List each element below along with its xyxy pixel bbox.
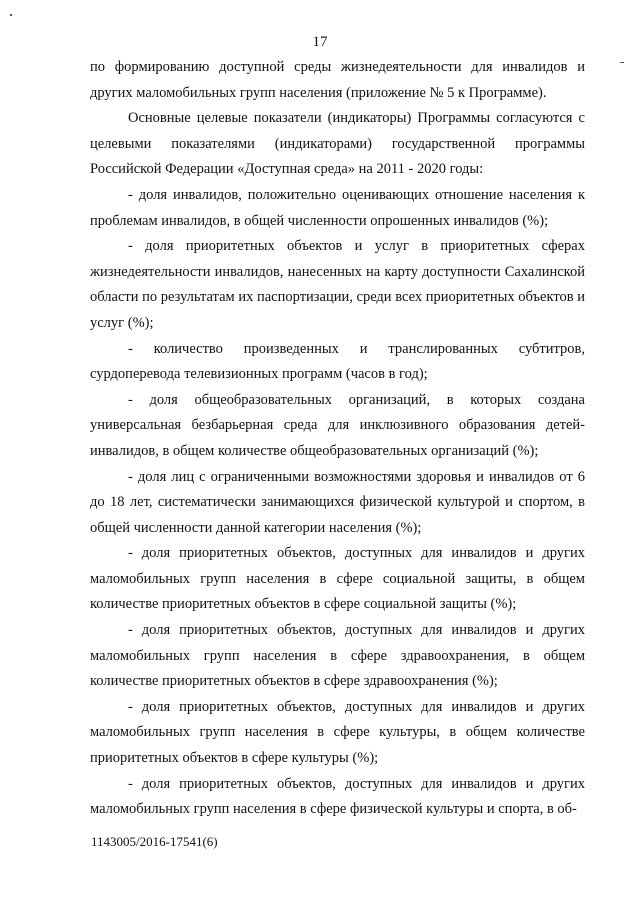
list-item-culture: - доля приоритетных объектов, доступных для инвалидов и других маломобильных групп населения в сфере культуры, в общем количестве приоритетных объектов в сфере культуры (%);: [90, 698, 585, 767]
scan-dot: [10, 14, 12, 16]
page-number: 17: [312, 34, 328, 50]
list-item-social-protection: - доля приоритетных объектов, доступных для инвалидов и других маломобильных групп населения в сфере социальной защиты, в общем количестве приоритетных объектов в сфере социальной защиты (%);: [90, 545, 585, 613]
list-item-healthcare: - доля приоритетных объектов, доступных для инвалидов и других маломобильных групп населения в сфере здравоохранения, в общем количестве приоритетных объектов в сфере здравоохранения (%);: [90, 622, 585, 690]
document-body: [90, 55, 585, 823]
list-item-subtitles: - количество произведенных и транслированных субтитров, сурдоперевода телевизионных программ (часов в год);: [90, 340, 585, 383]
scan-dash: [620, 62, 624, 63]
list-item-inclusive-education: - доля общеобразовательных организаций, в которых создана универсальная безбарьерная среда для инклюзивного образования детей-инвалидов, в общем количестве общеобразовательных организаций (%);: [90, 391, 585, 459]
list-item-accessibility-map: - доля приоритетных объектов и услуг в приоритетных сферах жизнедеятельности инвалидов, нанесенных на карту доступности Сахалинской области по результатам их паспортизации, среди всех приоритетных объектов и услуг (%);: [90, 238, 585, 331]
paragraph-indicators-intro: Основные целевые показатели (индикаторы) Программы согласуются с целевыми показателями (индикаторами) государственной программы Российской Федерации «Доступная среда» на 2011 - 2020 годы:: [90, 110, 585, 178]
paragraph-continuation: по формированию доступной среды жизнедеятельности для инвалидов и других маломобильных групп населения (приложение № 5 к Программе).: [90, 59, 585, 101]
list-item-disabled-attitude: - доля инвалидов, положительно оценивающих отношение населения к проблемам инвалидов, в общей численности опрошенных инвалидов (%);: [90, 186, 585, 229]
document-code: 1143005/2016-17541(6): [91, 834, 218, 849]
list-item-physical-culture-youth: - доля лиц с ограниченными возможностями здоровья и инвалидов от 6 до 18 лет, систематически занимающихся физической культурой и спортом, в общей численности данной категории населения (%);: [90, 468, 585, 536]
list-item-sport: - доля приоритетных объектов, доступных для инвалидов и других маломобильных групп населения в сфере физической культуры и спорта, в об-: [90, 775, 585, 818]
